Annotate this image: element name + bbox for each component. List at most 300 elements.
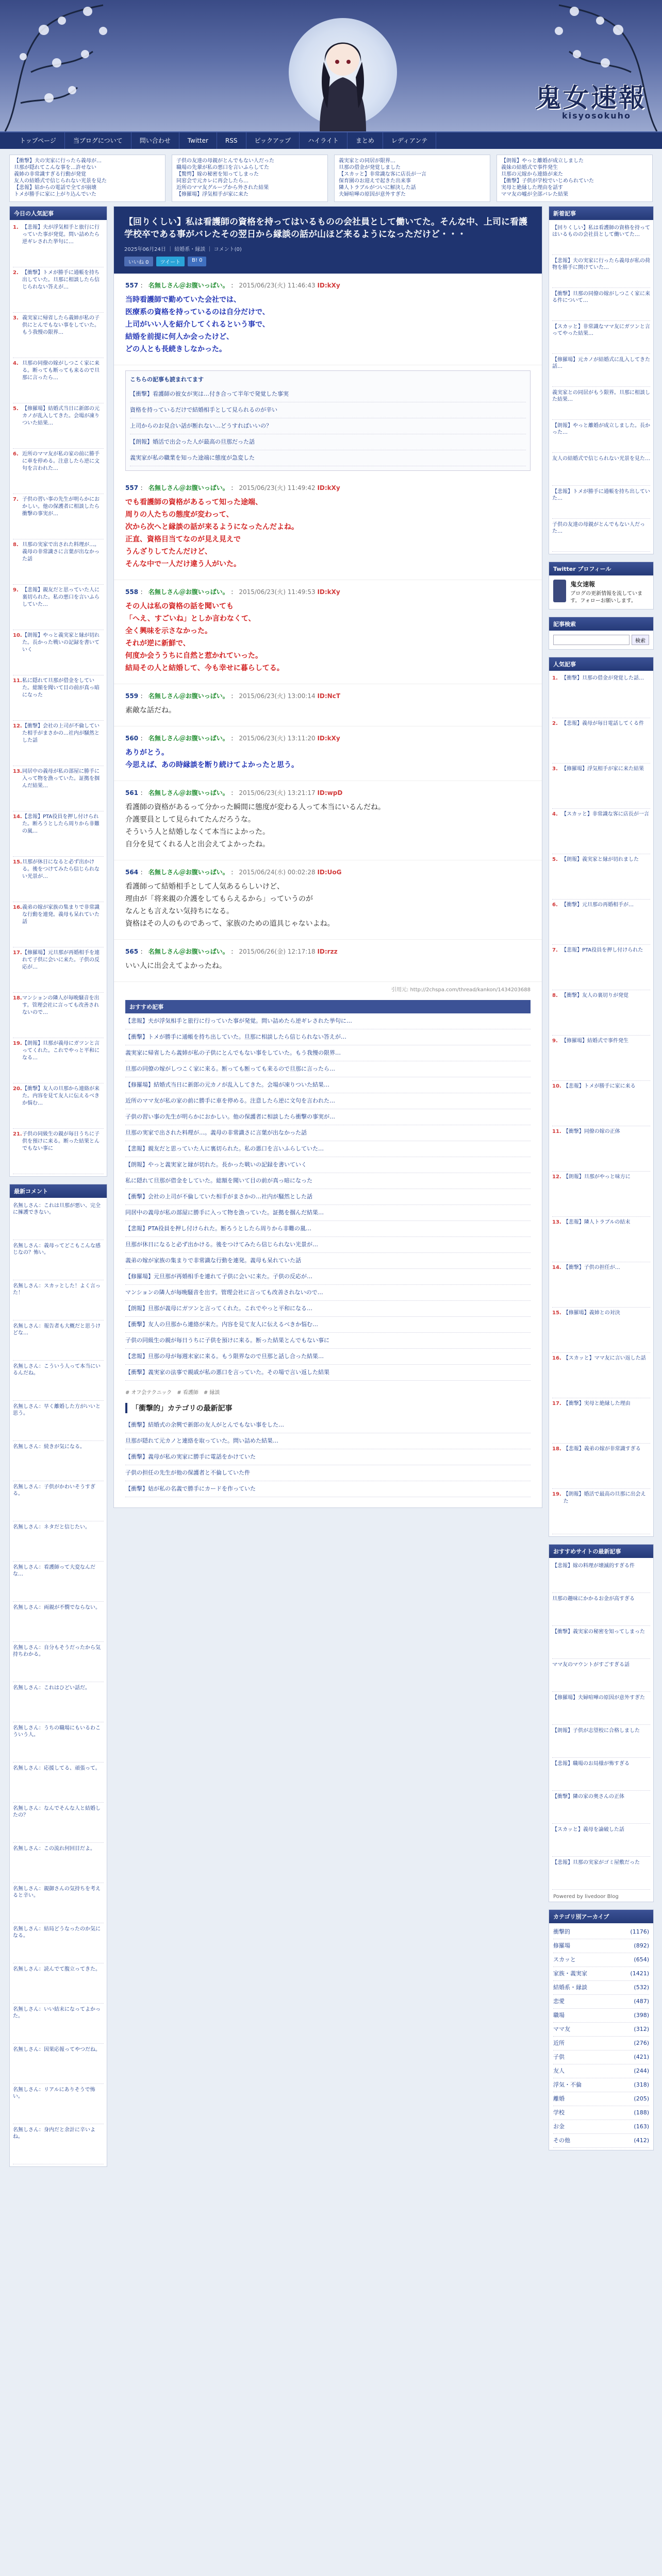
- ranking-item[interactable]: [552, 854, 650, 900]
- category-item[interactable]: [553, 1953, 649, 1967]
- category-item[interactable]: [553, 1939, 649, 1953]
- nav-item-contact[interactable]: 問い合わせ: [131, 132, 179, 149]
- category-count: (412): [634, 2137, 649, 2144]
- ranking-item[interactable]: [13, 947, 104, 993]
- recommended-article-link[interactable]: 義実家に帰省したら義姉が私の子供にとんでもない事をしていた。もう我慢の限界…: [125, 1045, 531, 1061]
- recommended-article-link[interactable]: 近所のママ友が私の家の前に勝手に車を停める。注意したら逆に文句を言われた…: [125, 1093, 531, 1109]
- ranking-item[interactable]: [552, 1217, 650, 1262]
- headline-link[interactable]: 友人の結婚式で信じられない光景を見た: [14, 178, 107, 184]
- related-article-link[interactable]: 上司からのお見合い話が断れない…どうすればいいの？: [130, 418, 526, 434]
- comment-post: [114, 476, 542, 580]
- site-title[interactable]: 鬼女速報: [535, 82, 647, 113]
- recommended-site-link[interactable]: 【衝撃】隣の家の奥さんの正体: [552, 1791, 650, 1824]
- comment-body: 看護師の資格があるって分かった瞬間に態度が変わる人って本当にいるんだね。 介護要員として見られてたんだろうな。 そういう人と結婚しなくて本当によかった。 自分を見てくれる人と出会えてよかったね。: [125, 803, 385, 849]
- comment-id[interactable]: ID:rzz: [317, 948, 338, 955]
- ranking-number: 15.: [13, 859, 22, 865]
- recent-comment-item[interactable]: 名無しさん：両親が不憫でならない。: [13, 1602, 104, 1642]
- ranking-item[interactable]: [13, 993, 104, 1038]
- ranking-link[interactable]: 義実家に帰省したら義姉が私の子供にとんでもない事をしていた。もう我慢の限界…: [22, 315, 100, 335]
- headline-link[interactable]: 義実家との同居が限界…: [339, 158, 395, 164]
- ranking-item[interactable]: [13, 811, 104, 857]
- recommended-article-link[interactable]: 義弟の嫁が家族の集まりで非常識な行動を連発。義母も呆れていた話: [125, 1253, 531, 1269]
- comment-header: 561 ： 名無しさん＠お腹いっぱい。 ： 2015/06/23(火) 13:21:17 ID:wpD: [125, 789, 343, 796]
- new-article-link[interactable]: 【回りくしい】私は看護師の資格を持ってはいるものの会社員として働いてた…: [552, 222, 650, 255]
- nav-item-matome[interactable]: まとめ: [347, 132, 383, 149]
- ranking-link[interactable]: 【衝撃】旦那の借金が発覚した話…: [561, 675, 644, 681]
- ranking-link[interactable]: 【衝撃】元旦那の再婚相手が…: [561, 902, 634, 908]
- comment-body: 当時看護師で勤めていた会社では、 医療系の資格を持っているのは自分だけで、 上司がいい人を紹介してくれるという事で、 結婚を前提に何人か会ったけど、 どの人とも長続きしなかった。: [125, 296, 270, 353]
- comment-header: 557 ： 名無しさん＠お腹いっぱい。 ： 2015/06/23(火) 11:46:43 ID:kXy: [125, 282, 340, 289]
- headline-link[interactable]: 夫婦喧嘩の原因が意外すぎた: [339, 192, 406, 197]
- new-article-link[interactable]: 子供の友達の母親がとんでもない人だった…: [552, 519, 650, 552]
- profile-title: Twitter プロフィール: [549, 562, 653, 575]
- category-count: (1176): [630, 1928, 649, 1935]
- category-name[interactable]: 子供: [553, 2054, 565, 2060]
- recommended-article-link[interactable]: 【衝撃】友人の旦那から連絡が来た。内容を見て友人に伝えるべきか悩む…: [125, 1317, 531, 1333]
- new-article-link[interactable]: 義実家との同居がもう限界。旦那に相談した結果…: [552, 387, 650, 420]
- ranking-item[interactable]: [13, 721, 104, 766]
- category-name[interactable]: 恋愛: [553, 1998, 565, 2005]
- ranking-link[interactable]: 【悲報】夫が浮気相手と旅行に行っていた事が発覚。問い詰めたら逆ギレされた挙句に…: [22, 225, 100, 245]
- category-latest-link[interactable]: 【衝撃】結婚式の余興で新郎の友人がとんでもない事をした…: [125, 1417, 531, 1433]
- comment-number[interactable]: 561: [125, 789, 139, 796]
- popular-title: 人気記事: [549, 657, 653, 671]
- new-article-link[interactable]: 【修羅場】元カノが結婚式に乱入してきた話…: [552, 354, 650, 387]
- category-item[interactable]: [553, 2023, 649, 2037]
- ranking-number: 10.: [552, 1083, 561, 1089]
- recent-comment-item[interactable]: 名無しさん：こういう人って本当にいるんだね。: [13, 1361, 104, 1401]
- ranking-number: 13.: [13, 769, 22, 774]
- ranking-link[interactable]: 【朗報】やっと義実家と縁が切れた。長かった戦いの記録を書いていく: [22, 633, 100, 653]
- comment-number[interactable]: 559: [125, 692, 139, 700]
- recommended-site-link[interactable]: 【悲報】旦那の実家がゴミ屋敷だった: [552, 1857, 650, 1890]
- ranking-item[interactable]: [552, 900, 650, 945]
- recommended-article-link[interactable]: 【修羅場】結婚式当日に新郎の元カノが乱入してきた。会場が凍りついた結果…: [125, 1077, 531, 1093]
- ranking-item[interactable]: [13, 630, 104, 675]
- ranking-link[interactable]: 子供の同級生の親が毎日うちに子供を預けに来る。断った結果とんでもない事に: [22, 1131, 100, 1151]
- headline-link[interactable]: トメが勝手に家に上がり込んでいた: [14, 192, 96, 197]
- category-name[interactable]: 浮気・不倫: [553, 2081, 582, 2088]
- search-title: 記事検索: [549, 617, 653, 631]
- nav-item-highlight[interactable]: ハイライト: [300, 132, 347, 149]
- ranking-link[interactable]: 【修羅場】結婚式で事件発生: [561, 1038, 628, 1044]
- recommended-article-link[interactable]: 【修羅場】元旦那が再婚相手を連れて子供に会いに来た。子供の反応が…: [125, 1269, 531, 1285]
- search-input[interactable]: [553, 635, 630, 645]
- headline-link[interactable]: 【悲報】姑からの電話で全てが崩壊: [14, 185, 96, 191]
- recommended-article-link[interactable]: 【悲報】親友だと思っていた人に裏切られた。私の悪口を言いふらしていた…: [125, 1141, 531, 1157]
- ranking-link[interactable]: 子供の習い事の先生が明らかにおかしい。他の保護者に相談したら衝撃の事実が…: [22, 497, 100, 517]
- recent-comment-item[interactable]: 名無しさん：なんでそんな人と結婚したの？: [13, 1803, 104, 1843]
- ranking-item[interactable]: [13, 1038, 104, 1083]
- ranking-item[interactable]: [13, 358, 104, 403]
- article-meta: 2025年06月24日 ｜ 結婚系・縁談 ｜ コメント(0): [124, 247, 242, 252]
- recent-comment-item[interactable]: 名無しさん：結局どうなったのか気になる。: [13, 1923, 104, 1963]
- category-name[interactable]: 友人: [553, 2067, 565, 2074]
- nav-item-redirect[interactable]: レディアンテ: [383, 132, 437, 149]
- headline-link[interactable]: 旦那の借金が発覚しました: [339, 165, 401, 171]
- ranking-item[interactable]: [13, 1083, 104, 1129]
- recent-comment-item[interactable]: 名無しさん：因果応報ってやつだね。: [13, 2044, 104, 2084]
- ranking-link[interactable]: 【悲報】PTA役員を押し付けられた: [561, 947, 643, 953]
- category-item[interactable]: [553, 2134, 649, 2148]
- category-item[interactable]: [553, 1925, 649, 1939]
- comment-author: 名無しさん＠お腹いっぱい。: [148, 692, 229, 700]
- new-article-link[interactable]: 友人の結婚式で信じられない光景を見た…: [552, 453, 650, 486]
- recommended-site-link[interactable]: ママ友のマウントがすごすぎる話: [552, 1659, 650, 1692]
- comment-id[interactable]: ID:UoG: [317, 869, 342, 876]
- headline-link[interactable]: 近所のママ友グループから外された結果: [176, 185, 269, 191]
- recommended-article-link[interactable]: 【朗報】やっと義実家と縁が切れた。長かった戦いの記録を書いていく: [125, 1157, 531, 1173]
- recommended-site-link[interactable]: 【悲報】嫁の料理が壊滅的すぎる件: [552, 1560, 650, 1593]
- ranking-item[interactable]: [552, 1308, 650, 1353]
- ranking-link[interactable]: 【修羅場】元旦那が再婚相手を連れて子供に会いに来た。子供の反応が…: [22, 950, 100, 970]
- recommended-article-link[interactable]: 旦那の実家で出された料理が…。義母の非常識さに言葉が出なかった話: [125, 1125, 531, 1141]
- recent-comment-item[interactable]: 名無しさん：早く離婚した方がいいと思う。: [13, 1401, 104, 1441]
- ranking-link[interactable]: 【朗報】旦那が義母にガツンと言ってくれた。これでやっと平和になる…: [22, 1041, 100, 1061]
- recent-comment-item[interactable]: 名無しさん：身内だと余計に辛いよね。: [13, 2124, 104, 2164]
- popular-list: [549, 671, 653, 1536]
- recommended-article-link[interactable]: 旦那の同僚の嫁がしつこく家に来る。断っても断っても来るので旦那に言ったら…: [125, 1061, 531, 1077]
- ranking-item[interactable]: [552, 1398, 650, 1444]
- ranking-link[interactable]: マンションの隣人が毎晩騒音を出す。管理会社に言っても改善されないので…: [22, 995, 100, 1015]
- tweet-button[interactable]: ツイート: [156, 257, 185, 266]
- recent-comment-item[interactable]: 名無しさん：子供がかわいそうすぎる。: [13, 1481, 104, 1521]
- ranking-link[interactable]: 【修羅場】義姉との対決: [563, 1310, 620, 1316]
- ranking-number: 19.: [552, 1492, 561, 1497]
- ranking-number: 8.: [552, 993, 558, 998]
- ranking-link[interactable]: 【スカッと】ママ友に言い返した話: [563, 1355, 646, 1361]
- ranking-link[interactable]: 【衝撃】友人の旦那から連絡が来た。内容を見て友人に伝えるべきか悩む…: [22, 1086, 100, 1106]
- category-name[interactable]: 近所: [553, 2040, 565, 2046]
- ranking-link[interactable]: 【悲報】義母が毎日電話してくる件: [561, 721, 644, 726]
- ranking-item[interactable]: [13, 313, 104, 358]
- category-name[interactable]: その他: [553, 2137, 570, 2144]
- ranking-item[interactable]: [13, 222, 104, 267]
- category-count: (205): [634, 2095, 649, 2102]
- ranking-item[interactable]: [13, 675, 104, 721]
- headline-link[interactable]: 義妹の結婚式で事件発生: [501, 165, 558, 171]
- ranking-item[interactable]: [552, 1036, 650, 1081]
- ranking-link[interactable]: 【衝撃】友人の裏切りが発覚: [561, 993, 628, 998]
- posts-group-1: [114, 274, 542, 365]
- category-name[interactable]: 結婚系・縁談: [553, 1984, 587, 1991]
- category-latest-link[interactable]: 子供の担任の先生が他の保護者と不倫していた件: [125, 1465, 531, 1481]
- recommended-article-link[interactable]: 【悲報】旦那の母が毎週末家に来る。もう限界なので旦那と話し合った結果…: [125, 1349, 531, 1365]
- comment-header: 559 ： 名無しさん＠お腹いっぱい。 ： 2015/06/23(火) 13:00:14 ID:NcT: [125, 692, 341, 700]
- ranking-item[interactable]: [552, 1353, 650, 1398]
- recommended-article-link[interactable]: 【朗報】旦那が義母にガツンと言ってくれた。これでやっと平和になる…: [125, 1301, 531, 1317]
- ranking-item[interactable]: [552, 990, 650, 1036]
- ranking-number: 17.: [13, 950, 22, 956]
- ranking-link[interactable]: 私に隠れて旦那が借金をしていた。総額を聞いて目の前が真っ暗になった: [22, 678, 100, 698]
- category-name[interactable]: 衝撃的: [553, 1928, 570, 1935]
- search-button[interactable]: 検索: [632, 635, 649, 645]
- related-article-link[interactable]: 【朗報】婚活で出会った人が最高の旦那だった話: [130, 434, 526, 450]
- ranking-number: 14.: [552, 1265, 561, 1270]
- headline-link[interactable]: 実母と絶縁した理由を話す: [501, 185, 563, 191]
- recommended-article-link[interactable]: 【衝撃】トメが勝手に通帳を持ち出していた。旦那に相談したら信じられない答えが…: [125, 1029, 531, 1045]
- recommended-article-link[interactable]: マンションの隣人が毎晩騒音を出す。管理会社に言っても改善されないので…: [125, 1285, 531, 1301]
- category-count: (1421): [630, 1970, 649, 1977]
- nav-item-pickup[interactable]: ピックアップ: [246, 132, 300, 149]
- comment-number[interactable]: 557: [125, 484, 139, 492]
- headline-link[interactable]: ママ友の嘘が全部バレた結果: [501, 192, 568, 197]
- ranking-link[interactable]: 旦那が休日になると必ず出かける。後をつけてみたら信じられない光景が…: [22, 859, 100, 879]
- recommended-article-link[interactable]: 同居中の義母が私の部屋に勝手に入って物を漁っていた。証拠を掴んだ結果…: [125, 1205, 531, 1221]
- category-name[interactable]: 学校: [553, 2109, 565, 2116]
- category-latest-link[interactable]: 【衝撃】姑が私の名義で勝手にカードを作っていた: [125, 1481, 531, 1497]
- recommended-article-link[interactable]: 【衝撃】会社の上司が不倫していた相手がまさかの…社内が騒然とした話: [125, 1189, 531, 1205]
- comment-number[interactable]: 560: [125, 735, 139, 742]
- recent-comment-item[interactable]: 名無しさん：リアルにありそうで怖い。: [13, 2084, 104, 2124]
- ranking-link[interactable]: 【悲報】トメが勝手に家に来る: [563, 1083, 636, 1089]
- comment-header: 565 ： 名無しさん＠お腹いっぱい。 ： 2015/06/26(金) 12:17:18 ID:rzz: [125, 948, 338, 955]
- headline-link[interactable]: 【衝撃】夫の実家に行ったら義母が…: [14, 158, 102, 164]
- ranking-item[interactable]: [13, 585, 104, 630]
- ranking-link[interactable]: 【スカッと】非常識な客に店長が一言: [561, 811, 649, 817]
- ranking-number: 16.: [552, 1355, 561, 1361]
- recent-comment-item[interactable]: 名無しさん：スカッとした！よく言った！: [13, 1280, 104, 1320]
- headline-link[interactable]: 【衝撃】子供が学校でいじめられていた: [501, 178, 594, 184]
- ranking-link[interactable]: 【衝撃】実母と絶縁した理由: [563, 1401, 631, 1406]
- ranking-item[interactable]: [552, 673, 650, 718]
- headline-link[interactable]: 保育園のお迎えで起きた出来事: [339, 178, 411, 184]
- recommended-site-link[interactable]: 旦那の趣味にかかるお金が高すぎる: [552, 1593, 650, 1626]
- recent-comment-item[interactable]: 名無しさん：応援してる、頑張って。: [13, 1762, 104, 1803]
- ranking-item[interactable]: [13, 766, 104, 811]
- new-article-link[interactable]: 【朗報】やっと離婚が成立しました。長かった…: [552, 420, 650, 453]
- comment-id[interactable]: ID:kXy: [317, 588, 340, 596]
- category-name[interactable]: スカッと: [553, 1956, 576, 1963]
- ranking-link[interactable]: 【修羅場】結婚式当日に新郎の元カノが乱入してきた。会場が凍りついた結果…: [22, 406, 100, 426]
- category-latest-link[interactable]: 旦那が隠れて元カノと連絡を取っていた。問い詰めた結果…: [125, 1433, 531, 1449]
- ranking-number: 7.: [13, 497, 19, 502]
- ranking-item[interactable]: [13, 902, 104, 947]
- recent-comment-item[interactable]: 名無しさん：ネタだと信じたい。: [13, 1521, 104, 1562]
- ranking-number: 2.: [552, 721, 558, 726]
- headline-link[interactable]: 【朗報】やっと離婚が成立しました: [501, 158, 584, 164]
- ranking-link[interactable]: 同居中の義母が私の部屋に勝手に入って物を漁っていた。証拠を掴んだ結果…: [22, 769, 100, 789]
- recent-comment-item[interactable]: 名無しさん：読んでて腹立ってきた。: [13, 1963, 104, 2004]
- category-name[interactable]: 修羅場: [553, 1942, 570, 1949]
- ranking-item[interactable]: [13, 403, 104, 449]
- right-sidebar: [549, 206, 654, 2576]
- ranking-link[interactable]: 【衝撃】同僚の嫁の正体: [563, 1129, 620, 1134]
- category-item[interactable]: [553, 2106, 649, 2120]
- left-sidebar: [9, 206, 107, 2576]
- ranking-item[interactable]: [552, 1081, 650, 1126]
- source-link[interactable]: 引用元: http://2chspa.com/thread/kankon/1434203688: [391, 987, 531, 993]
- headline-link[interactable]: 旦那が隠れてこんな事を…許せない: [14, 165, 96, 171]
- category-item[interactable]: [553, 1995, 649, 2009]
- comment-id[interactable]: ID:NcT: [317, 692, 341, 700]
- profile-name[interactable]: 鬼女速報: [570, 581, 595, 588]
- new-article-link[interactable]: 【衝撃】旦那の同僚の嫁がしつこく家に来る件について…: [552, 288, 650, 321]
- hatena-bookmark-button[interactable]: B! 0: [188, 257, 206, 266]
- ranking-link[interactable]: 【悲報】隣人トラブルの結末: [563, 1219, 631, 1225]
- ranking-item[interactable]: [13, 857, 104, 902]
- headline-link[interactable]: 子供の友達の母親がとんでもない人だった: [176, 158, 274, 164]
- headline-link[interactable]: 【スカッと】非常識な客に店長が一言: [339, 172, 426, 177]
- related-list: [130, 386, 526, 466]
- recommended-article-link[interactable]: 【悲報】夫が浮気相手と旅行に行っていた事が発覚。問い詰めたら逆ギレされた挙句に…: [125, 1013, 531, 1029]
- comment-body: でも看護師の資格があるって知った途端、 周りの人たちの態度が変わって、 次から次へと縁談の話が来るようになったんだよね。 正直、資格目当てなのが見え見えで うんざりしてたんだけど、 そんな中で一人だけ違う人がいた。: [125, 498, 299, 568]
- recent-comment-item[interactable]: 名無しさん：義母ってどこもこんな感じなの？怖い。: [13, 1240, 104, 1280]
- comment-number[interactable]: 558: [125, 588, 139, 596]
- ranking-link[interactable]: 【朗報】義実家と縁が切れました: [561, 857, 639, 862]
- category-latest-link[interactable]: 【衝撃】義母が私の実家に勝手に電話をかけていた: [125, 1449, 531, 1465]
- category-item[interactable]: [553, 2064, 649, 2078]
- ranking-item[interactable]: [13, 494, 104, 539]
- comment-number[interactable]: 557: [125, 282, 139, 289]
- ranking-item[interactable]: [552, 809, 650, 854]
- article-tags[interactable]: # オフ会テクニック # 看護師 # 縁談: [125, 1390, 220, 1396]
- recommended-article-link[interactable]: 旦那が休日になると必ず出かける。後をつけてみたら信じられない光景が…: [125, 1237, 531, 1253]
- category-latest-title: 「衝撃的」カテゴリの最新記事: [125, 1403, 531, 1413]
- comment-id[interactable]: ID:kXy: [317, 484, 340, 492]
- recommended-article-link[interactable]: 子供の習い事の先生が明らかにおかしい。他の保護者に相談したら衝撃の事実が…: [125, 1109, 531, 1125]
- posts-group-2: [114, 476, 542, 982]
- recommended-site-link[interactable]: 【衝撃】義実家の秘密を知ってしまった: [552, 1626, 650, 1659]
- recommended-article-link[interactable]: 子供の同級生の親が毎日うちに子供を預けに来る。断った結果とんでもない事に: [125, 1333, 531, 1349]
- category-count: (312): [634, 2026, 649, 2032]
- nav-item-twitter[interactable]: Twitter: [179, 132, 217, 149]
- profile-avatar[interactable]: [553, 580, 566, 602]
- comment-post: [114, 860, 542, 940]
- ranking-item[interactable]: [13, 267, 104, 313]
- category-item[interactable]: [553, 2078, 649, 2092]
- ranking-link[interactable]: 【悲報】親友だと思っていた人に裏切られた。私の悪口を言いふらしていた…: [22, 587, 100, 607]
- category-item[interactable]: [553, 2120, 649, 2134]
- category-name[interactable]: 家族・義実家: [553, 1970, 587, 1977]
- ranking-link[interactable]: 旦那の同僚の嫁がしつこく家に来る。断っても断っても来るので旦那に言ったら…: [22, 361, 100, 381]
- recent-comment-item[interactable]: 名無しさん：うちの職場にもいるわこういう人。: [13, 1722, 104, 1762]
- recent-comment-item[interactable]: 名無しさん：これは旦那が悪い、完全に擁護できない。: [13, 1200, 104, 1240]
- recent-comment-item[interactable]: 名無しさん：この流れ何回目だよ。: [13, 1843, 104, 1883]
- category-name[interactable]: 離婚: [553, 2095, 565, 2102]
- ranking-item[interactable]: [13, 1129, 104, 1174]
- recent-comment-item[interactable]: 名無しさん：看護師って大変なんだな…: [13, 1562, 104, 1602]
- recommended-site-link[interactable]: 【朗報】子供が志望校に合格しました: [552, 1725, 650, 1758]
- recent-comment-item[interactable]: 名無しさん：報告者も大概だと思うけどな…: [13, 1320, 104, 1361]
- nav-item-about[interactable]: 当ブログについて: [65, 132, 131, 149]
- comment-number[interactable]: 565: [125, 948, 139, 955]
- ranking-item[interactable]: [13, 449, 104, 494]
- headline-link[interactable]: 隣人トラブルがついに解決した話: [339, 185, 416, 191]
- comment-body: その人は私の資格の話を聞いても 「へえ、すごいね」としか言わなくて、 全く興味を示さなかった。 それが逆に新鮮で、 何度か会ううちに自然と惹かれていった。 結局その人と結婚して、今も幸せに暮らしてる。: [125, 602, 284, 672]
- ranking-number: 13.: [552, 1219, 561, 1225]
- recommended-site-link[interactable]: 【スカッと】義母を論破した話: [552, 1824, 650, 1857]
- category-name[interactable]: ママ友: [553, 2026, 570, 2032]
- headline-link[interactable]: 【修羅場】浮気相手が家に来た: [176, 192, 249, 197]
- comment-date: 2015/06/23(火) 13:00:14: [239, 692, 316, 700]
- ranking-item[interactable]: [552, 718, 650, 764]
- like-button[interactable]: いいね 0: [124, 257, 153, 266]
- ranking-link[interactable]: 【衝撃】会社の上司が不倫していた相手がまさかの…社内が騒然とした話: [22, 723, 100, 743]
- recent-comment-item[interactable]: 名無しさん：続きが気になる。: [13, 1441, 104, 1481]
- ranking-link[interactable]: 義弟の嫁が家族の集まりで非常識な行動を連発。義母も呆れていた話: [22, 905, 100, 925]
- ranking-item[interactable]: [552, 764, 650, 809]
- category-count: (318): [634, 2081, 649, 2088]
- headline-link[interactable]: 【驚愕】嫁の秘密を知ってしまった: [176, 172, 259, 177]
- ranking-link[interactable]: 【衝撃】トメが勝手に通帳を持ち出していた。旦那に相談したら信じられない答えが…: [22, 270, 100, 290]
- category-name[interactable]: 職場: [553, 2012, 565, 2019]
- recommended-site-link[interactable]: 【修羅場】夫婦喧嘩の原因が意外すぎた: [552, 1692, 650, 1725]
- nav-item-top[interactable]: トップページ: [11, 132, 65, 149]
- ranking-link[interactable]: 【悲報】PTA役員を押し付けられた。断ろうとしたら周りから非難の嵐…: [22, 814, 100, 834]
- recent-comment-item[interactable]: 名無しさん：いい結末になってよかった。: [13, 2004, 104, 2044]
- comment-author: 名無しさん＠お腹いっぱい。: [148, 869, 229, 876]
- headline-link[interactable]: 旦那の元嫁から連絡が来た: [501, 172, 563, 177]
- recommended-articles: [125, 1000, 531, 1381]
- ranking-item[interactable]: [552, 1172, 650, 1217]
- category-name[interactable]: お金: [553, 2123, 565, 2130]
- recent-comment-item[interactable]: 名無しさん：これはひどい話だ。: [13, 1682, 104, 1722]
- ranking-number: 2.: [13, 270, 19, 276]
- ranking-link[interactable]: 【朗報】旦那がやっと味方に: [563, 1174, 631, 1180]
- new-article-link[interactable]: 【悲報】夫の実家に行ったら義母が私の荷物を勝手に開けていた…: [552, 255, 650, 288]
- recommended-site-link[interactable]: 【悲報】職場のお局様が怖すぎる: [552, 1758, 650, 1791]
- ranking-link[interactable]: 【修羅場】浮気相手が家に来た結果: [561, 766, 644, 772]
- ranking-item[interactable]: [552, 1489, 650, 1534]
- ranking-item[interactable]: [552, 1262, 650, 1308]
- headline-link[interactable]: 同窓会で元カレに再会したら…: [176, 178, 249, 184]
- ranking-item[interactable]: [552, 1444, 650, 1489]
- ranking-item[interactable]: [13, 539, 104, 585]
- ranking-link[interactable]: 【朗報】婚活で最高の旦那に出会えた: [563, 1492, 646, 1504]
- related-article-link[interactable]: 【衝撃】看護師の彼女が実は…付き合って半年で発覚した事実: [130, 386, 526, 402]
- category-item[interactable]: [553, 2092, 649, 2106]
- comment-id[interactable]: ID:wpD: [317, 789, 343, 796]
- recommended-article-link[interactable]: 私に隠れて旦那が借金をしていた。総額を聞いて目の前が真っ暗になった: [125, 1173, 531, 1189]
- new-article-link[interactable]: 【悲報】トメが勝手に通帳を持ち出していた…: [552, 486, 650, 519]
- nav-item-rss[interactable]: RSS: [217, 132, 246, 149]
- category-count: (487): [634, 1998, 649, 2005]
- comment-date: 2015/06/23(火) 13:11:20: [239, 735, 316, 742]
- ranking-link[interactable]: 旦那の実家で出された料理が…。義母の非常識さに言葉が出なかった話: [22, 542, 100, 562]
- category-item[interactable]: [553, 1981, 649, 1995]
- headline-link[interactable]: 職場の先輩が私の悪口を言いふらしてた: [176, 165, 269, 171]
- category-latest: [125, 1403, 531, 1497]
- powered-by[interactable]: Powered by livedoor Blog: [553, 1894, 619, 1900]
- ranking-number: 21.: [13, 1131, 22, 1137]
- category-item[interactable]: [553, 2050, 649, 2064]
- new-article-link[interactable]: 【スカッと】非常識なママ友にガツンと言ってやった結果…: [552, 321, 650, 354]
- comment-number[interactable]: 564: [125, 869, 139, 876]
- recommended-article-link[interactable]: 【悲報】PTA役員を押し付けられた。断ろうとしたら周りから非難の嵐…: [125, 1221, 531, 1237]
- ranking-link[interactable]: 近所のママ友が私の家の前に勝手に車を停める。注意したら逆に文句を言われた…: [22, 451, 100, 471]
- category-item[interactable]: [553, 2037, 649, 2050]
- ranking-link[interactable]: 【悲報】義弟の嫁が非常識すぎる: [563, 1446, 641, 1452]
- related-article-link[interactable]: 義実家が私の職業を知った途端に態度が急変した: [130, 450, 526, 466]
- comment-body: 素敵な話だね。: [125, 706, 176, 715]
- category-title: カテゴリ別アーカイブ: [549, 1910, 653, 1923]
- headline-link[interactable]: 義姉の非常識すぎる行動が発覚: [14, 172, 86, 177]
- category-item[interactable]: [553, 1967, 649, 1981]
- comment-id[interactable]: ID:kXy: [317, 735, 340, 742]
- recent-comment-item[interactable]: 名無しさん：親御さんの気持ちを考えると辛い。: [13, 1883, 104, 1923]
- recommended-article-link[interactable]: 【衝撃】義実家の法事で親戚が私の悪口を言っていた。その場で言い返した結果: [125, 1365, 531, 1381]
- category-item[interactable]: [553, 2009, 649, 2023]
- ranking-item[interactable]: [552, 945, 650, 990]
- comment-id[interactable]: ID:kXy: [317, 282, 340, 289]
- ranking-item[interactable]: [552, 1126, 650, 1172]
- ranking-link[interactable]: 【衝撃】子供の担任が…: [563, 1265, 620, 1270]
- recent-comment-item[interactable]: 名無しさん：自分もそうだったから気持ちわかる。: [13, 1642, 104, 1682]
- related-article-link[interactable]: 資格を持っているだけで結婚相手として見られるのが辛い: [130, 402, 526, 418]
- article-title[interactable]: 【回りくしい】私は看護師の資格を持ってはいるものの会社員として働いてた。そんな中、上司に看護学校卒である事がバレたその翌日から縁談の話が山ほど来るようになっただけど・・・: [124, 217, 527, 240]
- ranking-number: 1.: [552, 675, 558, 681]
